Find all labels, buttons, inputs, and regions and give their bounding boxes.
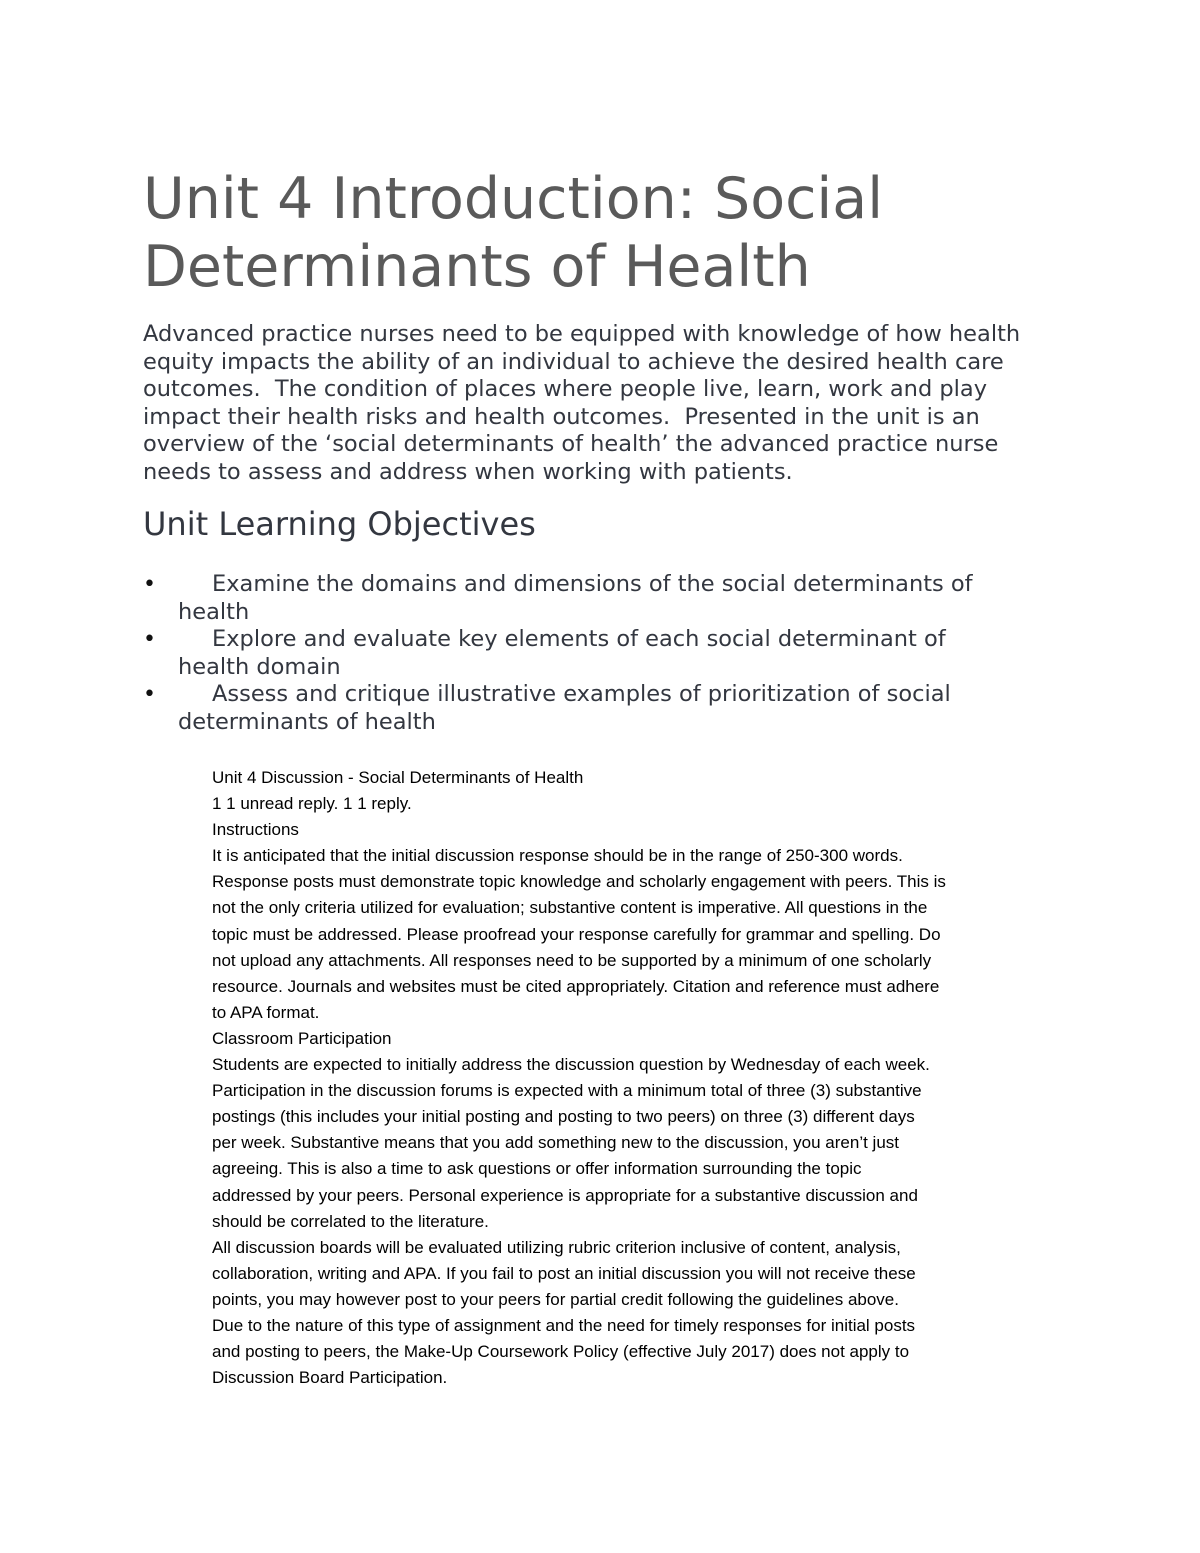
discussion-section — [212, 765, 1072, 1391]
discussion-line: Due to the nature of this type of assignment and the need for timely responses for initial posts — [212, 1315, 916, 1335]
objective-text-cont: health — [178, 598, 250, 625]
intro-paragraph — [143, 321, 1083, 486]
objective-text-cont: determinants of health — [178, 708, 436, 735]
discussion-line: topic must be addressed. Please proofread your response carefully for grammar and spelling. Do — [212, 924, 941, 944]
discussion-line: addressed by your peers. Personal experience is appropriate for a substantive discussion and — [212, 1185, 918, 1205]
intro-line: needs to assess and address when working with patients. — [143, 458, 793, 485]
discussion-line: Participation in the discussion forums is expected with a minimum total of three (3) substantive — [212, 1081, 922, 1101]
discussion-line: not the only criteria utilized for evaluation; substantive content is imperative. All questions in the — [212, 898, 928, 918]
discussion-line: Students are expected to initially address the discussion question by Wednesday of each week. — [212, 1055, 930, 1075]
discussion-line: should be correlated to the literature. — [212, 1211, 489, 1231]
discussion-line: collaboration, writing and APA. If you fail to post an initial discussion you will not receive these — [212, 1263, 916, 1283]
objectives-list — [143, 571, 1043, 736]
title-line: Unit 4 Introduction: Social — [143, 166, 884, 232]
discussion-line: agreeing. This is also a time to ask questions or offer information surrounding the topic — [212, 1159, 862, 1179]
participation-heading: Classroom Participation — [212, 1028, 392, 1048]
discussion-line: postings (this includes your initial posting and posting to two peers) on three (3) different days — [212, 1107, 915, 1127]
discussion-line: Response posts must demonstrate topic knowledge and scholarly engagement with peers. This is — [212, 872, 946, 892]
bullet-icon: • — [143, 572, 156, 597]
objectives-heading: Unit Learning Objectives — [143, 505, 536, 543]
intro-line: impact their health risks and health outcomes. Presented in the unit is an — [143, 403, 980, 430]
discussion-line: Discussion Board Participation. — [212, 1368, 448, 1388]
bullet-icon: • — [143, 627, 156, 652]
discussion-line: It is anticipated that the initial discussion response should be in the range of 250-300 words. — [212, 846, 903, 866]
title-line: Determinants of Health — [143, 234, 811, 300]
discussion-line: resource. Journals and websites must be cited appropriately. Citation and reference must adhere — [212, 976, 940, 996]
intro-line: overview of the ‘social determinants of health’ the advanced practice nurse — [143, 431, 999, 457]
objective-text-cont: health domain — [178, 653, 341, 680]
instructions-heading: Instructions — [212, 820, 299, 840]
objective-item — [143, 681, 1043, 736]
bullet-icon: • — [143, 682, 156, 707]
discussion-line: and posting to peers, the Make-Up Coursework Policy (effective July 2017) does not apply to — [212, 1342, 910, 1362]
objective-item — [143, 626, 1043, 681]
page-title — [143, 165, 1103, 301]
intro-line: outcomes. The condition of places where people live, learn, work and play — [143, 376, 988, 402]
discussion-line: points, you may however post to your peers for partial credit following the guidelines above. — [212, 1289, 899, 1309]
discussion-line: All discussion boards will be evaluated utilizing rubric criterion inclusive of content, analysis, — [212, 1237, 901, 1257]
discussion-title: Unit 4 Discussion - Social Determinants of Health — [212, 768, 584, 787]
discussion-line: not upload any attachments. All responses need to be supported by a minimum of one scholarly — [212, 950, 932, 970]
reply-count: 1 1 unread reply. 1 1 reply. — [212, 794, 412, 814]
intro-line: equity impacts the ability of an individual to achieve the desired health care — [143, 348, 1004, 375]
objective-text: Examine the domains and dimensions of the social determinants of — [212, 571, 973, 597]
objective-text: Explore and evaluate key elements of each social determinant of — [212, 626, 946, 652]
objective-text: Assess and critique illustrative examples of prioritization of social — [212, 681, 951, 707]
objective-item — [143, 571, 1043, 626]
discussion-line: per week. Substantive means that you add something new to the discussion, you aren’t just — [212, 1133, 900, 1153]
intro-line: Advanced practice nurses need to be equipped with knowledge of how health — [143, 321, 1021, 347]
discussion-line: to APA format. — [212, 1002, 320, 1022]
